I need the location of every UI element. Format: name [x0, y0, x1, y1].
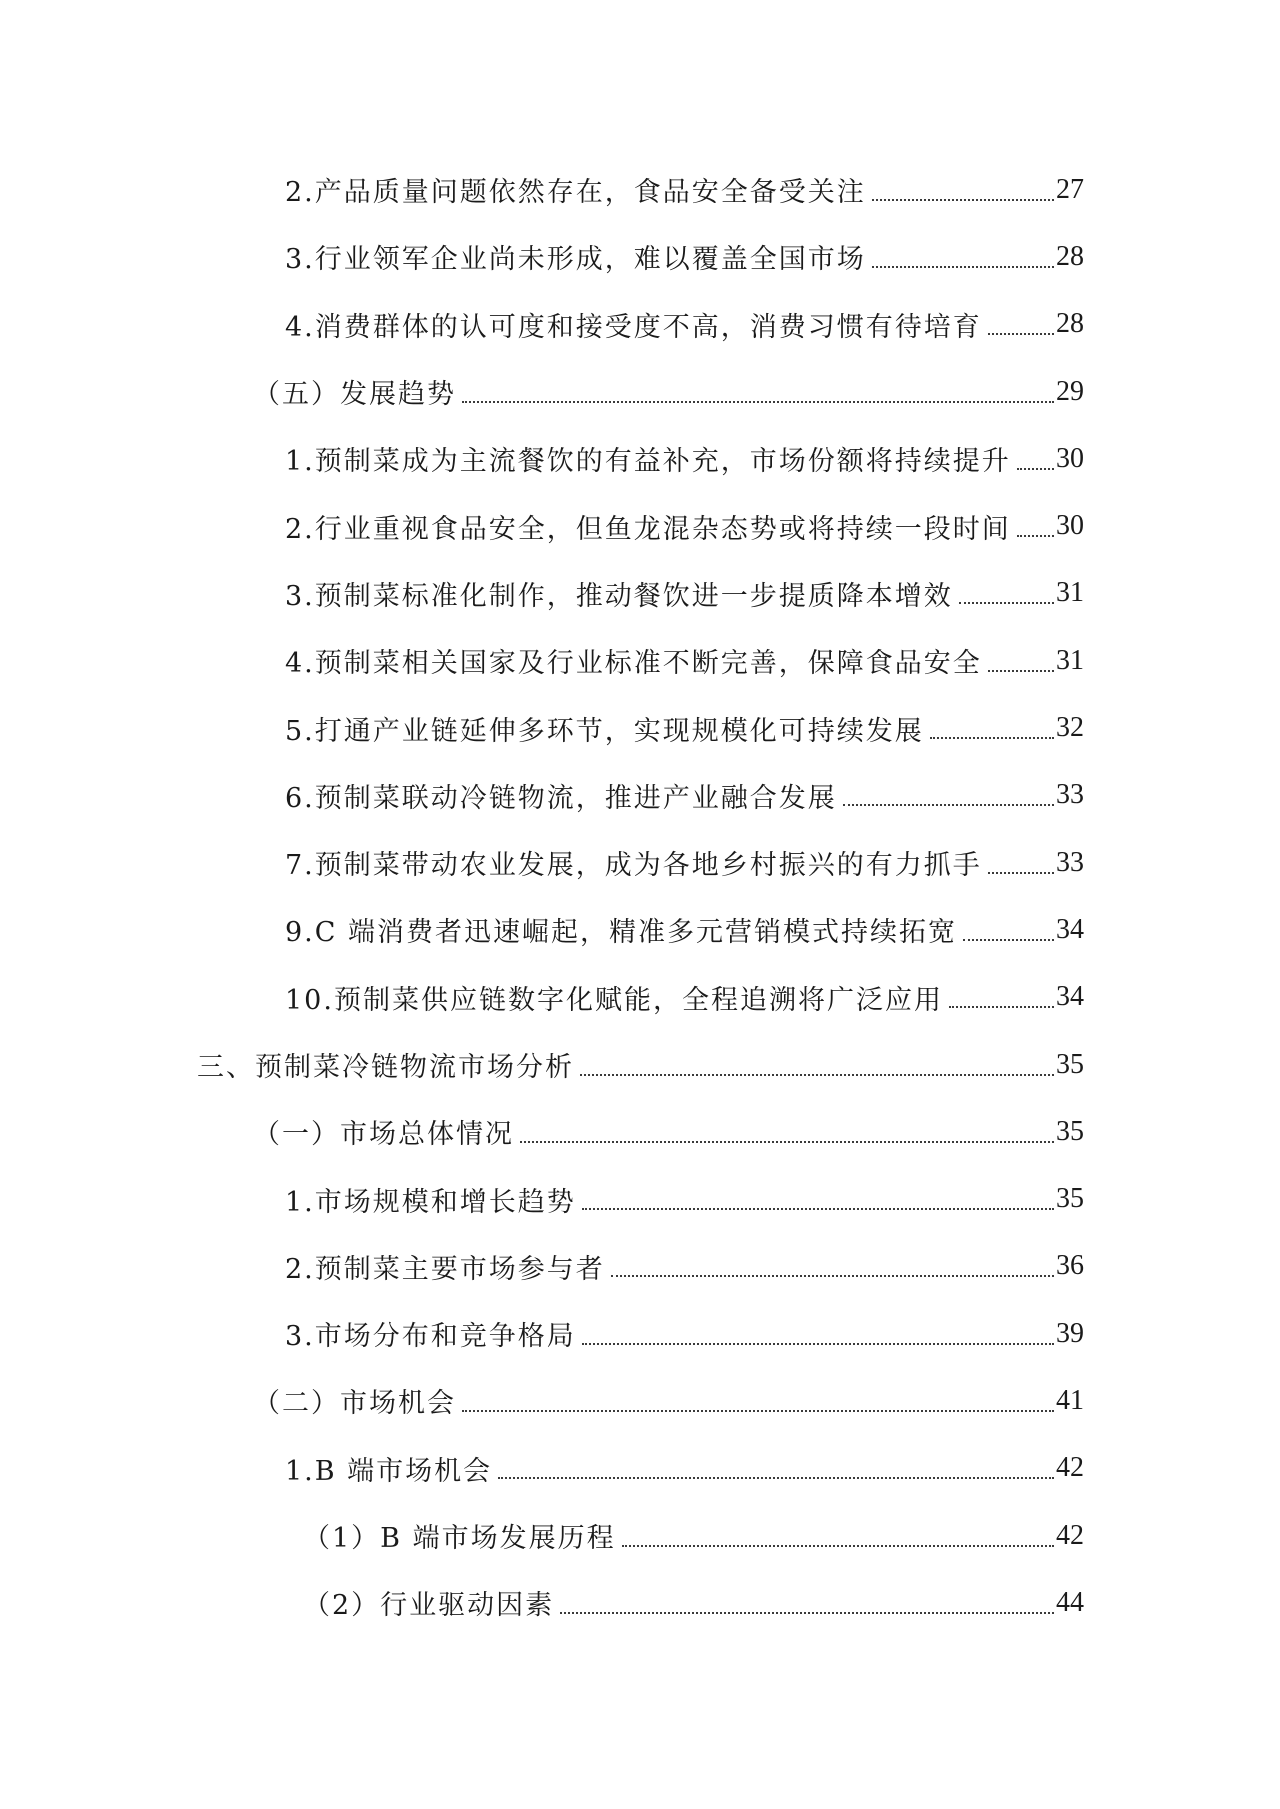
- toc-dot-leader: [622, 1545, 1054, 1547]
- toc-page-number: 29: [1056, 375, 1084, 407]
- toc-page-number: 35: [1056, 1048, 1084, 1080]
- toc-entry[interactable]: [0, 762, 1280, 829]
- toc-page-number: 30: [1056, 510, 1084, 542]
- toc-page-number: 39: [1056, 1317, 1084, 1349]
- toc-dot-leader: [582, 1208, 1054, 1210]
- toc-page-number: 35: [1056, 1115, 1084, 1147]
- toc-entry[interactable]: [0, 964, 1280, 1031]
- toc-entry[interactable]: [0, 560, 1280, 627]
- toc-page-number: 31: [1056, 577, 1084, 609]
- toc-entry[interactable]: [0, 1569, 1280, 1636]
- toc-page-number: 31: [1056, 644, 1084, 676]
- toc-entry[interactable]: [0, 223, 1280, 290]
- toc-dot-leader: [988, 333, 1054, 335]
- toc-dot-leader: [580, 1074, 1054, 1076]
- toc-page-number: 32: [1056, 712, 1084, 744]
- toc-page-number: 44: [1056, 1586, 1084, 1618]
- toc-entry-title: 1.B 端市场机会: [285, 1455, 493, 1487]
- toc-entry[interactable]: [0, 425, 1280, 492]
- toc-page-number: 36: [1056, 1250, 1084, 1282]
- toc-entry-title: 4.消费群体的认可度和接受度不高，消费习惯有待培育: [285, 311, 982, 343]
- toc-dot-leader: [949, 1006, 1054, 1008]
- toc-page-number: 42: [1056, 1519, 1084, 1551]
- toc-page-number: 35: [1056, 1183, 1084, 1215]
- toc-page-number: 33: [1056, 779, 1084, 811]
- toc-page-number: 34: [1056, 913, 1084, 945]
- toc-entry-title: 6.预制菜联动冷链物流，推进产业融合发展: [285, 782, 837, 814]
- toc-entry-title: 9.C 端消费者迅速崛起，精准多元营销模式持续拓宽: [285, 917, 958, 949]
- toc-entry-title: （五）发展趋势: [253, 379, 456, 411]
- toc-entry[interactable]: [0, 627, 1280, 694]
- toc-page-number: 41: [1056, 1384, 1084, 1416]
- toc-dot-leader: [843, 804, 1054, 806]
- toc-dot-leader: [872, 199, 1054, 201]
- toc-dot-leader: [462, 401, 1054, 403]
- toc-dot-leader: [560, 1612, 1054, 1614]
- toc-entry[interactable]: [0, 694, 1280, 761]
- toc-entry-title: 1.预制菜成为主流餐饮的有益补充，市场份额将持续提升: [285, 446, 1011, 478]
- toc-entry-title: 10.预制菜供应链数字化赋能，全程追溯将广泛应用: [285, 984, 943, 1016]
- toc-entry[interactable]: [0, 492, 1280, 559]
- toc-dot-leader: [611, 1275, 1054, 1277]
- toc-entry-title: 三、预制菜冷链物流市场分析: [197, 1052, 574, 1083]
- toc-entry[interactable]: [0, 1435, 1280, 1502]
- toc-page-number: 27: [1056, 173, 1084, 205]
- toc-entry-title: （2）行业驱动因素: [303, 1590, 555, 1622]
- toc-entry[interactable]: [0, 896, 1280, 963]
- toc-dot-leader: [959, 602, 1054, 604]
- toc-dot-leader: [582, 1343, 1054, 1345]
- toc-dot-leader: [963, 939, 1054, 941]
- toc-dot-leader: [1017, 535, 1054, 537]
- toc-entry-title: 3.行业领军企业尚未形成，难以覆盖全国市场: [285, 244, 866, 276]
- toc-entry-title: 4.预制菜相关国家及行业标准不断完善，保障食品安全: [285, 648, 982, 680]
- toc-entry[interactable]: [0, 156, 1280, 223]
- toc-page-number: 34: [1056, 981, 1084, 1013]
- toc-entry-title: 2.行业重视食品安全，但鱼龙混杂态势或将持续一段时间: [285, 513, 1011, 545]
- toc-page-number: 28: [1056, 308, 1084, 340]
- toc-page-number: 42: [1056, 1452, 1084, 1484]
- toc-dot-leader: [462, 1410, 1054, 1412]
- toc-entry[interactable]: [0, 358, 1280, 425]
- toc-entry-title: （二）市场机会: [253, 1388, 456, 1420]
- toc-page-number: 28: [1056, 240, 1084, 272]
- toc-entry-title: 5.打通产业链延伸多环节，实现规模化可持续发展: [285, 715, 924, 747]
- toc-entry-title: 2.预制菜主要市场参与者: [285, 1253, 605, 1285]
- toc-dot-leader: [520, 1141, 1054, 1143]
- toc-entry-title: 2.产品质量问题依然存在，食品安全备受关注: [285, 177, 866, 209]
- toc-entry-title: （1）B 端市场发展历程: [303, 1523, 616, 1555]
- toc-entry[interactable]: [0, 1098, 1280, 1165]
- toc-dot-leader: [498, 1477, 1054, 1479]
- toc-entry[interactable]: [0, 1031, 1280, 1098]
- toc-dot-leader: [872, 266, 1054, 268]
- toc-dot-leader: [930, 737, 1054, 739]
- toc-entry-title: 7.预制菜带动农业发展，成为各地乡村振兴的有力抓手: [285, 850, 982, 882]
- toc-entry[interactable]: [0, 1367, 1280, 1434]
- toc-dot-leader: [988, 670, 1054, 672]
- toc-entry[interactable]: [0, 1502, 1280, 1569]
- toc-entry[interactable]: [0, 829, 1280, 896]
- toc-entry-title: 3.预制菜标准化制作，推动餐饮进一步提质降本增效: [285, 580, 953, 612]
- toc-entry[interactable]: [0, 1233, 1280, 1300]
- toc-dot-leader: [1017, 468, 1054, 470]
- toc-page-number: 33: [1056, 846, 1084, 878]
- toc-entry[interactable]: [0, 1300, 1280, 1367]
- toc-dot-leader: [988, 872, 1054, 874]
- toc-entry[interactable]: [0, 1165, 1280, 1232]
- toc-entry-title: （一）市场总体情况: [253, 1119, 514, 1151]
- toc-entry-title: 1.市场规模和增长趋势: [285, 1186, 576, 1218]
- toc-entry[interactable]: [0, 291, 1280, 358]
- toc-page-number: 30: [1056, 442, 1084, 474]
- toc-entry-title: 3.市场分布和竞争格局: [285, 1321, 576, 1353]
- table-of-contents: [0, 156, 1280, 1637]
